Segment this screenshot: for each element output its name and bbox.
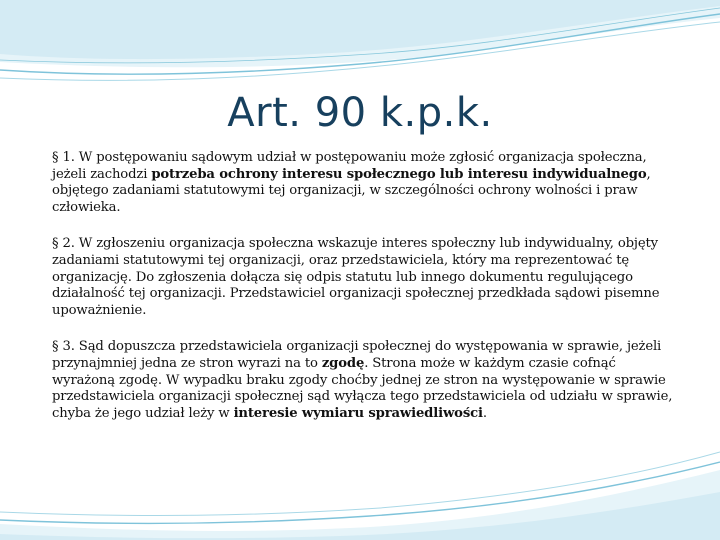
- paragraph-3-text-a: § 3. Sąd dopuszcza przedstawiciela organizacji społecznej do występowania w sprawie, jeżeli przynajmniej jedna ze stron wyrazi na to: [52, 339, 662, 371]
- slide-title: Art. 90 k.p.k.: [227, 90, 493, 136]
- paragraph-1-text-b: , objętego zadaniami statutowymi tej organizacji, w szczególności ochrony wolności i praw człowieka.: [52, 166, 651, 215]
- paragraph-3-bold-b: interesie wymiaru sprawiedliwości: [233, 405, 483, 421]
- paragraph-3: [52, 339, 682, 422]
- paragraph-2: [52, 236, 682, 319]
- paragraph-1: [52, 150, 682, 216]
- paragraph-2-text: § 2. W zgłoszeniu organizacja społeczna wskazuje interes społeczny lub indywidualny, objęty zadaniami statutowymi tej organizacji, oraz przedstawiciela, który ma reprezentować tę organizację. Do zgłoszenia dołącza się odpis statutu lub innego dokumentu regulującego działalność tej organizacji. Przedstawiciel organizacji społecznej przedkłada sądowi pisemne upoważnienie.: [52, 236, 660, 318]
- paragraph-3-text-b: . Strona może w każdym czasie cofnąć wyrażoną zgodę. W wypadku braku zgody choćby jednej ze stron na występowanie w sprawie przedstawiciela organizacji społecznej sąd wyłącza tego przedstawiciela od udziału w sprawie, chyba że jego udział leży w: [52, 355, 673, 421]
- paragraph-3-text-c: .: [482, 405, 487, 421]
- paragraph-3-bold-a: zgodę: [321, 355, 365, 371]
- paragraph-1-text-a: § 1. W postępowaniu sądowym udział w postępowaniu może zgłosić organizacja społeczna, jeżeli zachodzi: [52, 150, 647, 182]
- slide-body: [52, 150, 682, 442]
- paragraph-1-bold: potrzeba ochrony interesu społecznego lub interesu indywidualnego: [151, 166, 647, 182]
